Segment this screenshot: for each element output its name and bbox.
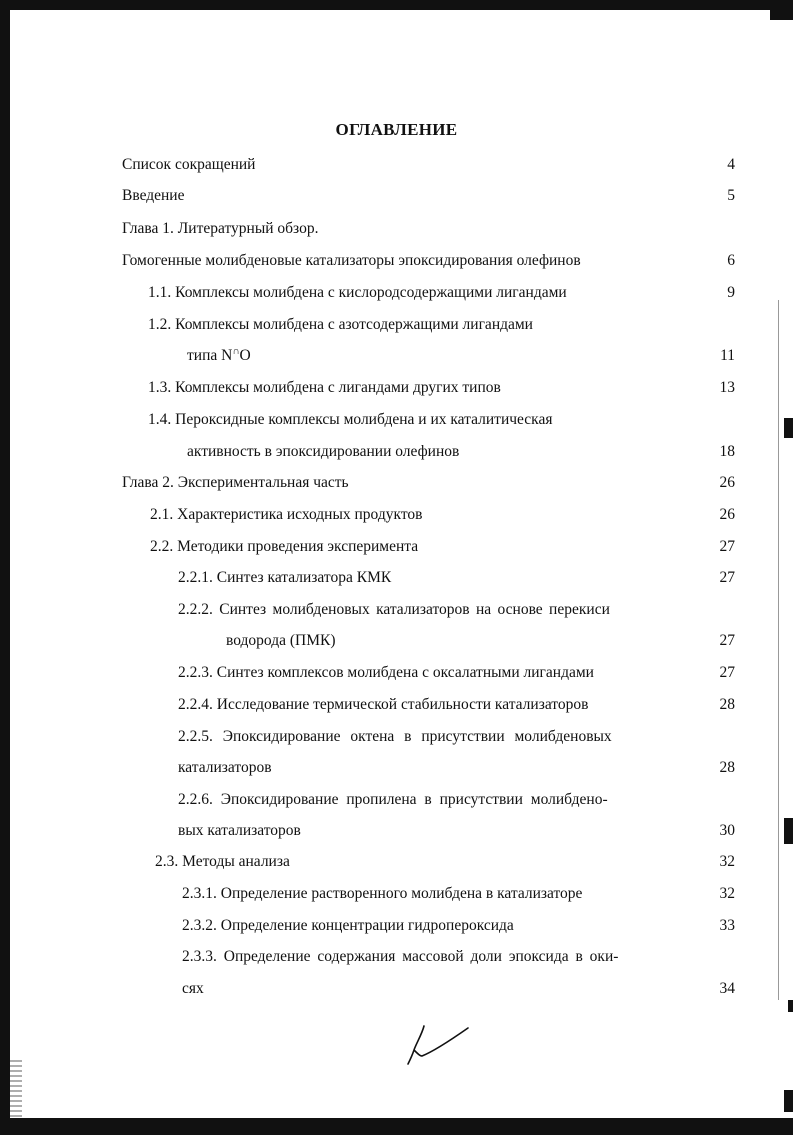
handwritten-page-mark: [402, 1020, 472, 1068]
toc-entry-2-2-6: 2.2.6. Эпоксидирование пропилена в присутствии молибдено-: [178, 791, 608, 808]
toc-entry-2-2-5: 2.2.5. Эпоксидирование октена в присутствии молибденовых: [178, 728, 612, 745]
toc-page-number: 27: [719, 664, 735, 681]
toc-entry-2-3-3-cont: сях: [182, 980, 204, 997]
toc-entry-chapter-2: Глава 2. Экспериментальная часть: [122, 474, 349, 491]
toc-entry-1-2-cont: [187, 346, 251, 366]
toc-entry-2-2-2: 2.2.2. Синтез молибденовых катализаторов на основе перекиси: [178, 601, 610, 618]
toc-page-number: 27: [719, 569, 735, 586]
toc-page-number: 26: [719, 474, 735, 491]
toc-page-number: 6: [727, 252, 735, 269]
toc-page-number: 4: [727, 156, 735, 173]
toc-entry-introduction: Введение: [122, 187, 185, 204]
toc-page-number: 26: [719, 506, 735, 523]
toc-page-number: 32: [719, 885, 735, 902]
toc-entry-2-2-6-cont: вых катализаторов: [178, 822, 301, 839]
toc-page-number: 11: [720, 347, 735, 364]
toc-entry-1-4: 1.4. Пероксидные комплексы молибдена и их каталитическая: [148, 411, 553, 428]
page-title: ОГЛАВЛЕНИЕ: [335, 120, 458, 139]
toc-page-number: 30: [719, 822, 735, 839]
toc-entry-2-1: 2.1. Характеристика исходных продуктов: [150, 506, 423, 523]
toc-page-number: 9: [727, 284, 735, 301]
toc-page-number: 18: [719, 443, 735, 460]
toc-page-number: 34: [719, 980, 735, 997]
toc-page-number: 33: [719, 917, 735, 934]
toc-entry-2-2-3: 2.2.3. Синтез комплексов молибдена с оксалатными лигандами: [178, 664, 594, 681]
toc-page-number: 27: [719, 538, 735, 555]
toc-entry-1-3: 1.3. Комплексы молибдена с лигандами других типов: [148, 379, 501, 396]
toc-page-number: 27: [719, 632, 735, 649]
toc-page-number: 28: [719, 759, 735, 776]
toc-entry-1-1: 1.1. Комплексы молибдена с кислородсодержащими лигандами: [148, 284, 567, 301]
toc-page-number: 28: [719, 696, 735, 713]
toc-entry-1-4-cont: активность в эпоксидировании олефинов: [187, 443, 460, 460]
toc-entry-text-after: O: [239, 347, 251, 364]
toc-entry-2-2-4: 2.2.4. Исследование термической стабильности катализаторов: [178, 696, 589, 713]
toc-page-number: 32: [719, 853, 735, 870]
toc-entry-2-3: 2.3. Методы анализа: [155, 853, 290, 870]
toc-entry-text: типа N: [187, 347, 233, 364]
toc-entry-1-2: 1.2. Комплексы молибдена с азотсодержащими лигандами: [148, 316, 533, 333]
toc-entry-2-3-1: 2.3.1. Определение растворенного молибдена в катализаторе: [182, 885, 583, 902]
toc-entry-2-2-2-cont: водорода (ПМК): [226, 632, 336, 649]
toc-entry-2-3-3: 2.3.3. Определение содержания массовой доли эпоксида в оки-: [182, 948, 619, 965]
toc-entry-2-2-1: 2.2.1. Синтез катализатора КМК: [178, 569, 392, 586]
toc-entry-2-3-2: 2.3.2. Определение концентрации гидропероксида: [182, 917, 514, 934]
toc-page-number: 5: [727, 187, 735, 204]
toc-entry-chapter-1: Глава 1. Литературный обзор.: [122, 220, 319, 237]
toc-page-number: 13: [719, 379, 735, 396]
toc-entry-2-2: 2.2. Методики проведения эксперимента: [150, 538, 419, 555]
toc-entry-homogeneous-catalysts: Гомогенные молибденовые катализаторы эпоксидирования олефинов: [122, 252, 581, 269]
toc-entry-abbreviations: Список сокращений: [122, 156, 256, 173]
superscript-symbol: ∩: [232, 345, 240, 357]
toc-entry-2-2-5-cont: катализаторов: [178, 759, 272, 776]
